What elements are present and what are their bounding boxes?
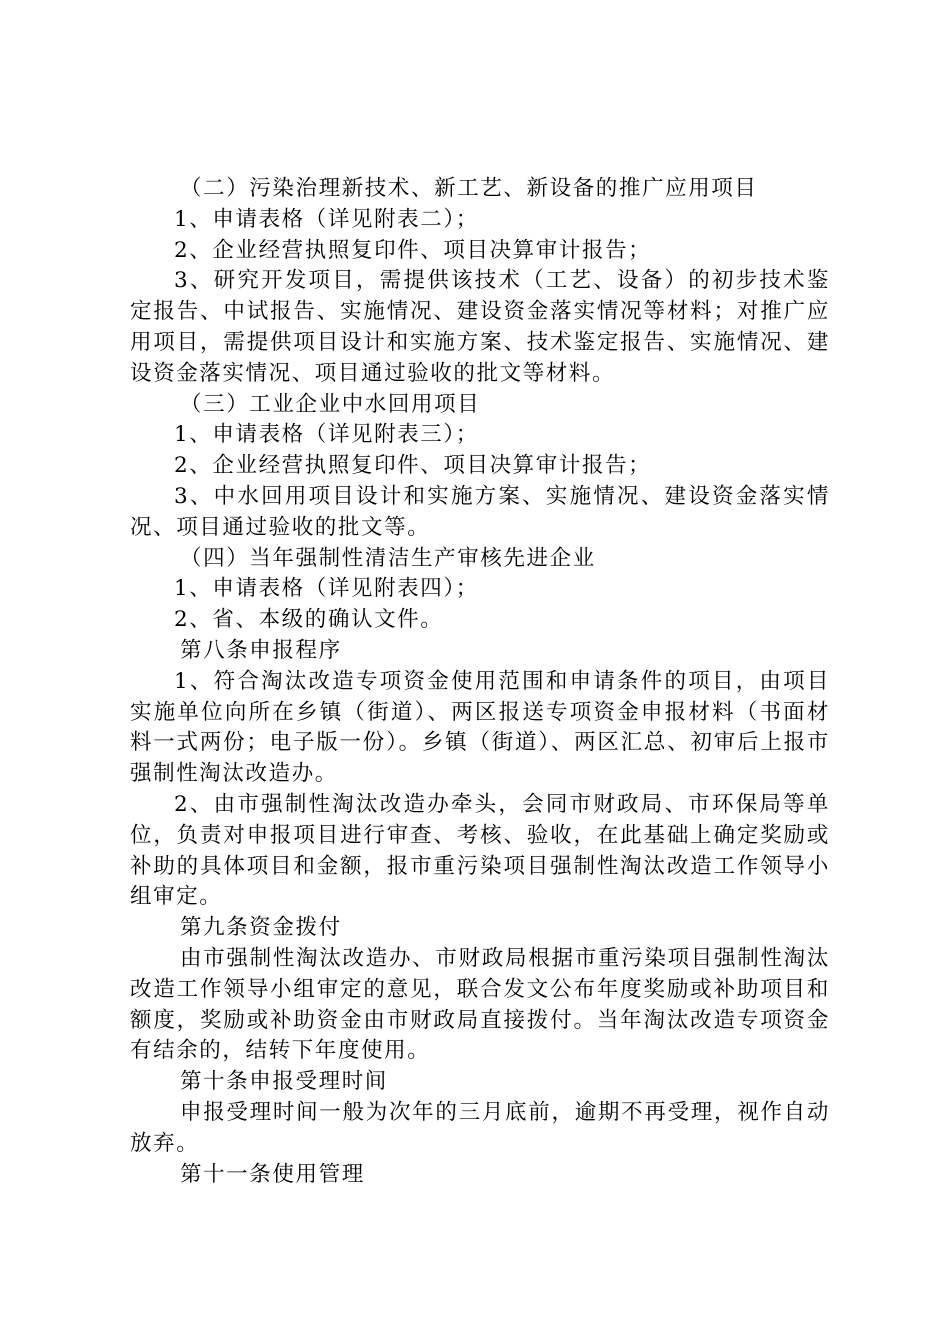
article-heading: 第十一条使用管理 — [180, 1161, 365, 1187]
body-paragraph: 申报受理时间一般为次年的三月底前，逾期不再受理，视作自动放弃。 — [130, 1099, 830, 1156]
list-item: 1、申请表格（详见附表二）； — [174, 206, 479, 232]
list-item: 1、符合淘汰改造专项资金使用范围和申请条件的项目，由项目实施单位向所在乡镇（街道）、两区报送专项资金申报材料（书面材料一式两份；电子版一份）。乡镇（街道）、两区汇总、初审后上报市强制性淘汰改造办。 — [130, 668, 830, 787]
list-item: 1、申请表格（详见附表四）； — [174, 576, 479, 602]
article-heading: 第九条资金拨付 — [180, 915, 342, 941]
article-heading: 第十条申报受理时间 — [180, 1069, 388, 1095]
body-paragraph: 由市强制性淘汰改造办、市财政局根据市重污染项目强制性淘汰改造工作领导小组审定的意见，联合发文公布年度奖励或补助项目和额度，奖励或补助资金由市财政局直接拨付。当年淘汰改造专项资金有结余的，结转下年度使用。 — [130, 945, 830, 1064]
document-page — [130, 174, 830, 1190]
list-item: 2、企业经营执照复印件、项目决算审计报告； — [174, 237, 652, 263]
list-item: 2、省、本级的确认文件。 — [174, 607, 444, 633]
list-item: 2、由市强制性淘汰改造办牵头，会同市财政局、市环保局等单位，负责对申报项目进行审查、考核、验收，在此基础上确定奖励或补助的具体项目和金额，报市重污染项目强制性淘汰改造工作领导小组审定。 — [130, 791, 830, 910]
article-heading: 第八条申报程序 — [180, 637, 342, 663]
section-heading: （四）当年强制性清洁生产审核先进企业 — [180, 545, 596, 571]
section-heading: （三）工业企业中水回用项目 — [180, 391, 481, 417]
list-item: 1、申请表格（详见附表三）； — [174, 422, 479, 448]
section-heading: （二）污染治理新技术、新工艺、新设备的推广应用项目 — [180, 176, 758, 201]
list-item: 3、研究开发项目，需提供该技术（工艺、设备）的初步技术鉴定报告、中试报告、实施情况、建设资金落实情况等材料；对推广应用项目，需提供项目设计和实施方案、技术鉴定报告、实施情况、建设资金落实情况、项目通过验收的批文等材料。 — [130, 268, 830, 386]
list-item: 2、企业经营执照复印件、项目决算审计报告； — [174, 453, 652, 479]
list-item: 3、中水回用项目设计和实施方案、实施情况、建设资金落实情况、项目通过验收的批文等。 — [130, 483, 830, 540]
